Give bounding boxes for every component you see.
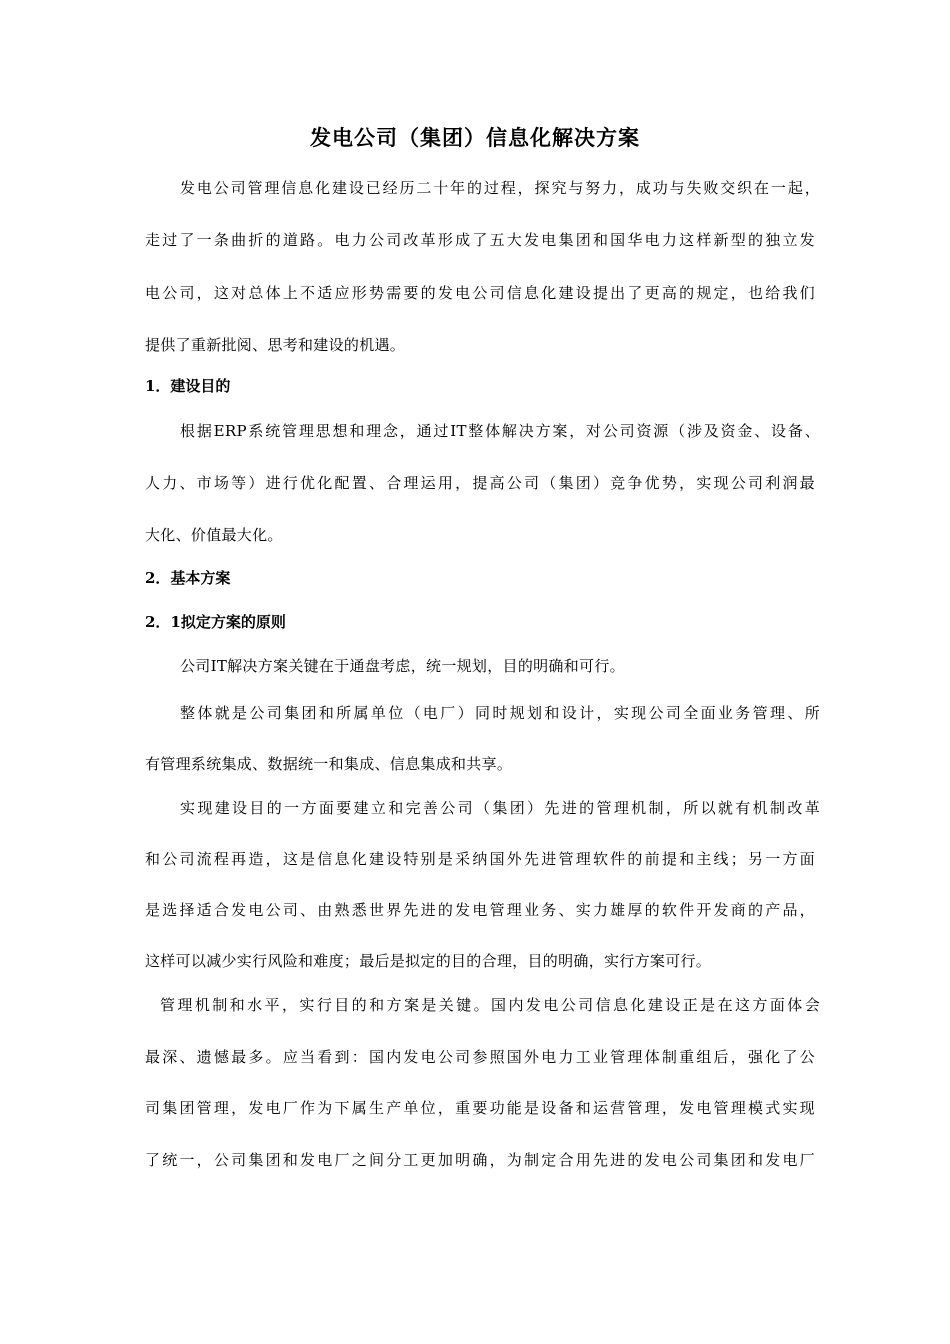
section21-para2-line-2: 有管理系统集成、数据统一和集成、信息集成和共享。 [145, 755, 513, 773]
section21-para3-line-1: 实现建设目的一方面要建立和完善公司（集团）先进的管理机制，所以就有机制改革 [180, 799, 820, 817]
section21-para4-line-2: 最深、遗憾最多。应当看到：国内发电公司参照国外电力工业管理体制重组后，强化了公 [145, 1048, 815, 1066]
section21-para2-line-1: 整体就是公司集团和所属单位（电厂）同时规划和设计，实现公司全面业务管理、所 [180, 704, 820, 722]
intro-line-3: 电公司，这对总体上不适应形势需要的发电公司信息化建设提出了更高的规定，也给我们 [145, 284, 815, 302]
section-heading-2-1: 2．1拟定方案的原则 [145, 613, 286, 631]
section21-para3-line-3: 是选择适合发电公司、由熟悉世界先进的发电管理业务、实力雄厚的软件开发商的产品， [145, 901, 815, 919]
document-title: 发电公司（集团）信息化解决方案 [310, 125, 640, 150]
section1-line-3: 大化、价值最大化。 [145, 526, 283, 544]
section1-line-2: 人力、市场等）进行优化配置、合理运用，提高公司（集团）竞争优势，实现公司利润最 [145, 474, 815, 492]
section1-line-1: 根据ERP系统管理思想和理念，通过IT整体解决方案，对公司资源（涉及资金、设备、 [180, 422, 820, 440]
section21-para4-line-1: 管理机制和水平，实行目的和方案是关键。国内发电公司信息化建设正是在这方面体会 [160, 996, 820, 1014]
intro-line-4: 提供了重新批阅、思考和建设的机遇。 [145, 336, 406, 354]
section-heading-2: 2．基本方案 [145, 569, 231, 587]
intro-line-1: 发电公司管理信息化建设已经历二十年的过程，探究与努力，成功与失败交织在一起， [180, 179, 820, 197]
section-heading-1: 1．建设目的 [145, 377, 231, 395]
section21-para3-line-4: 这样可以减少实行风险和难度；最后是拟定的目的合理，目的明确，实行方案可行。 [145, 952, 712, 970]
section21-para4-line-4: 了统一，公司集团和发电厂之间分工更加明确，为制定合用先进的发电公司集团和发电厂 [145, 1151, 815, 1169]
section21-para1: 公司IT解决方案关键在于通盘考虑，统一规划，目的明确和可行。 [180, 657, 625, 675]
intro-line-2: 走过了一条曲折的道路。电力公司改革形成了五大发电集团和国华电力这样新型的独立发 [145, 231, 815, 249]
section21-para4-line-3: 司集团管理，发电厂作为下属生产单位，重要功能是设备和运营管理，发电管理模式实现 [145, 1099, 815, 1117]
section21-para3-line-2: 和公司流程再造，这是信息化建设特别是采纳国外先进管理软件的前提和主线；另一方面 [145, 850, 815, 868]
